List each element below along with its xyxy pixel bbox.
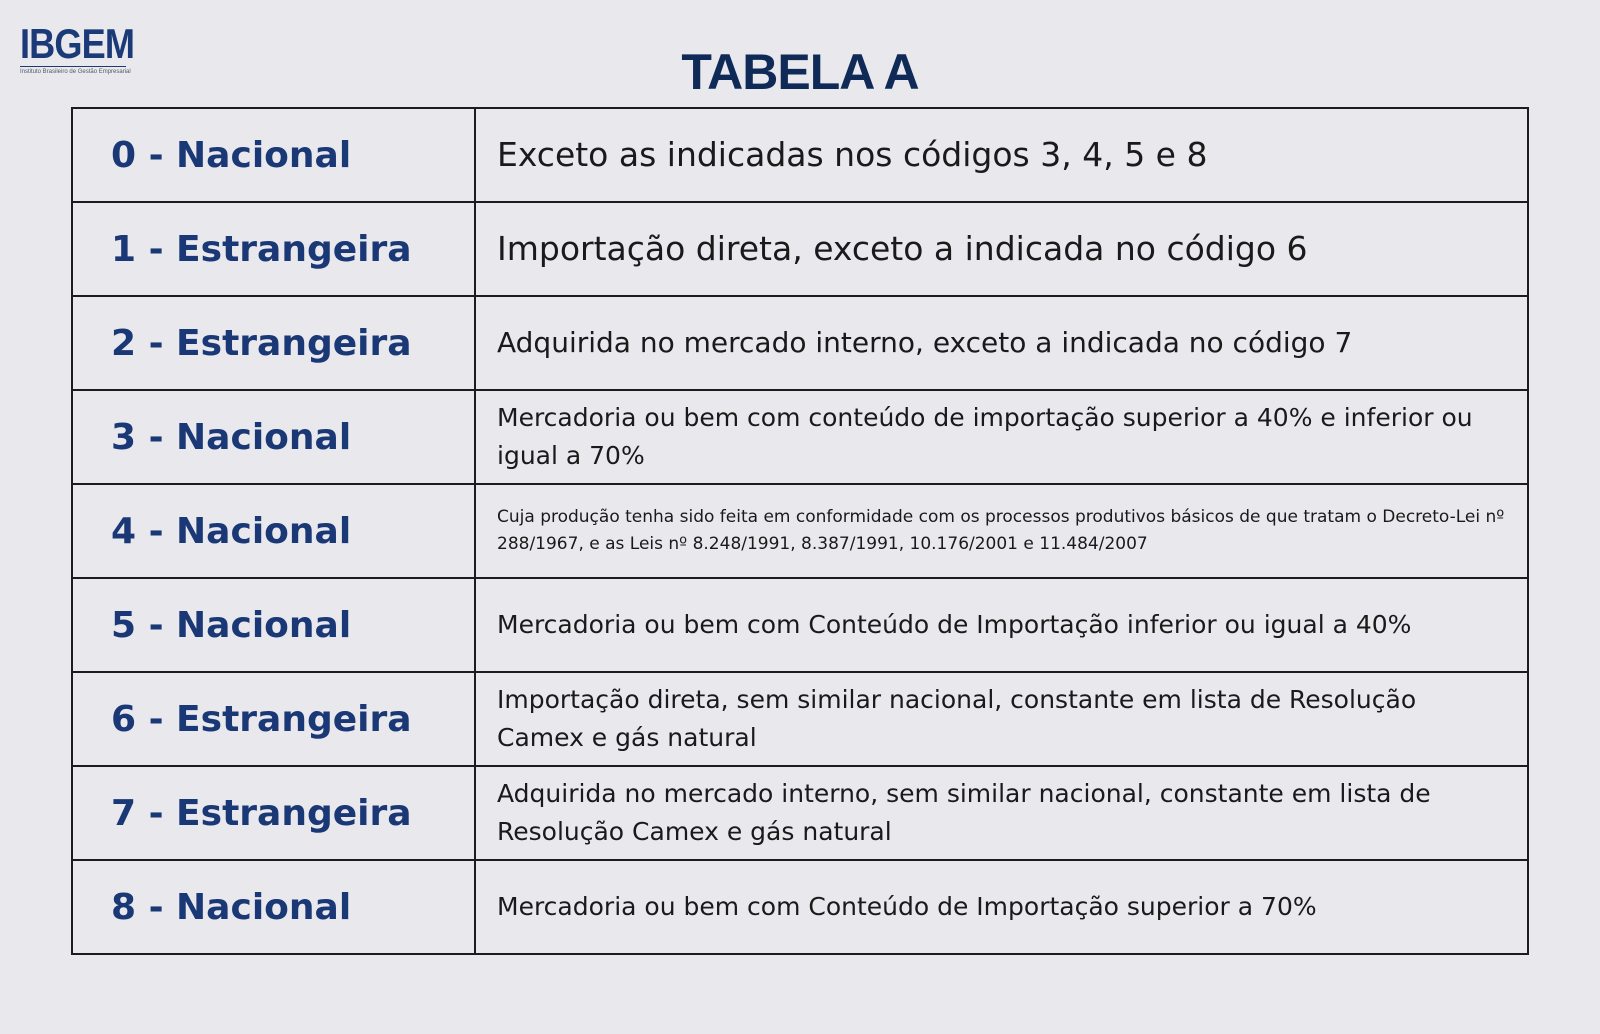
row-code: 8 - Nacional: [72, 860, 475, 954]
row-code: 2 - Estrangeira: [72, 296, 475, 390]
row-description: Mercadoria ou bem com Conteúdo de Importação superior a 70%: [475, 860, 1528, 954]
row-code: 5 - Nacional: [72, 578, 475, 672]
table-row: [72, 672, 1528, 766]
logo-wordmark: IBGEM: [20, 20, 135, 67]
row-code: 6 - Estrangeira: [72, 672, 475, 766]
row-code: 3 - Nacional: [72, 390, 475, 484]
logo-subtitle: Instituto Brasileiro de Gestão Empresarial: [20, 66, 126, 76]
row-code: 7 - Estrangeira: [72, 766, 475, 860]
page-title: TABELA A: [681, 44, 919, 100]
row-description: Mercadoria ou bem com conteúdo de importação superior a 40% e inferior ou igual a 70%: [475, 390, 1528, 484]
row-code: 4 - Nacional: [72, 484, 475, 578]
table-row: [72, 108, 1528, 202]
row-code: 1 - Estrangeira: [72, 202, 475, 296]
row-description: Importação direta, exceto a indicada no código 6: [475, 202, 1528, 296]
row-description: Exceto as indicadas nos códigos 3, 4, 5 e 8: [475, 108, 1528, 202]
table-row: [72, 766, 1528, 860]
row-description: Mercadoria ou bem com Conteúdo de Importação inferior ou igual a 40%: [475, 578, 1528, 672]
table-row: [72, 390, 1528, 484]
row-code: 0 - Nacional: [72, 108, 475, 202]
table-row: [72, 484, 1528, 578]
origin-codes-table: [71, 107, 1529, 955]
row-description: Adquirida no mercado interno, sem similar nacional, constante em lista de Resolução Camex e gás natural: [475, 766, 1528, 860]
row-description: Adquirida no mercado interno, exceto a indicada no código 7: [475, 296, 1528, 390]
row-description: Importação direta, sem similar nacional, constante em lista de Resolução Camex e gás natural: [475, 672, 1528, 766]
row-description: Cuja produção tenha sido feita em conformidade com os processos produtivos básicos de que tratam o Decreto-Lei nº 288/1967, e as Leis nº 8.248/1991, 8.387/1991, 10.176/2001 e 11.484/2007: [475, 484, 1528, 578]
table-row: [72, 578, 1528, 672]
table-row: [72, 296, 1528, 390]
table-row: [72, 860, 1528, 954]
table-row: [72, 202, 1528, 296]
